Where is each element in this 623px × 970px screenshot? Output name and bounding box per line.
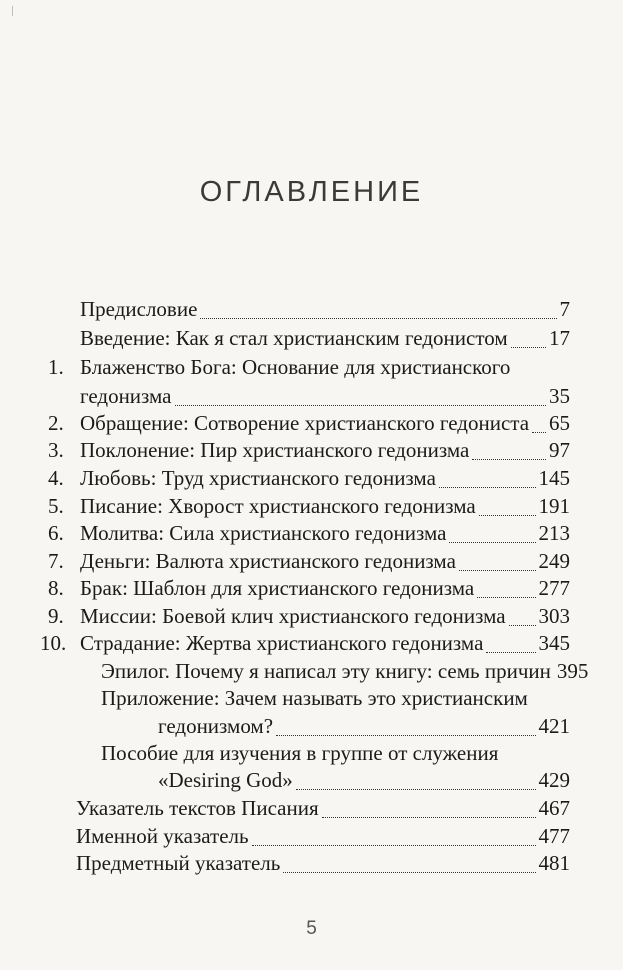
toc-entry-page: 481: [538, 851, 570, 875]
toc-entry-chapter-5[interactable]: [80, 494, 570, 522]
toc-entry-chapter-1-title[interactable]: Блаженство Бога: Основание для христианского: [80, 355, 511, 379]
toc-entry-chapter-7[interactable]: [80, 549, 570, 577]
leader-dots: [459, 570, 536, 571]
toc-entry-page: 421: [538, 714, 570, 738]
toc-entry-page: 345: [538, 631, 570, 655]
toc-entry-title: Предметный указатель: [76, 851, 281, 875]
toc-entry-chapter-8[interactable]: [80, 576, 570, 604]
leader-dots: [200, 318, 556, 319]
leader-dots: [472, 459, 546, 460]
toc-entry-epilogue[interactable]: [101, 659, 589, 687]
toc-entry-number: 1.: [48, 355, 64, 379]
toc-entry-number: 10.: [40, 631, 67, 655]
toc-entry-page: 65: [549, 411, 570, 435]
toc-entry-page: 191: [538, 494, 570, 518]
toc-entry-scripture-index[interactable]: [76, 796, 570, 824]
toc-entry-page: 467: [538, 796, 570, 820]
toc-entry-title: Миссии: Боевой клич христианского гедонизма: [80, 604, 506, 628]
leader-dots: [322, 817, 536, 818]
leader-dots: [283, 872, 535, 873]
toc-entry-page: 213: [538, 521, 570, 545]
toc-entry-chapter-1[interactable]: [80, 384, 570, 412]
leader-dots: [532, 432, 546, 433]
toc-entry-appendix-title[interactable]: Приложение: Зачем называть это христианским: [101, 686, 528, 710]
toc-entry-preface[interactable]: [80, 297, 570, 325]
toc-entry-page: 145: [538, 466, 570, 490]
toc-entry-page: 249: [538, 549, 570, 573]
leader-dots: [175, 405, 546, 406]
leader-dots: [511, 347, 546, 348]
toc-entry-subject-index[interactable]: [76, 851, 570, 879]
leader-dots: [252, 845, 536, 846]
toc-entry-title: Обращение: Сотворение христианского гедониста: [80, 411, 530, 435]
toc-entry-title: Любовь: Труд христианского гедонизма: [80, 466, 436, 490]
toc-entry-study-guide-title[interactable]: Пособие для изучения в группе от служения: [101, 741, 499, 765]
toc-entry-chapter-3[interactable]: [80, 438, 570, 466]
toc-entry-title: Деньги: Валюта христианского гедонизма: [80, 549, 456, 573]
toc-entry-page: 7: [559, 297, 570, 321]
toc-entry-appendix[interactable]: [158, 714, 570, 742]
toc-entry-page: 17: [549, 326, 570, 350]
toc-entry-chapter-2[interactable]: [80, 411, 570, 439]
leader-dots: [296, 789, 536, 790]
page-edge-mark: [12, 6, 19, 16]
toc-entry-number: 3.: [48, 438, 64, 462]
leader-dots: [276, 735, 535, 736]
toc-entry-title: Введение: Как я стал христианским гедонистом: [80, 326, 508, 350]
toc-entry-page: 395: [556, 659, 589, 683]
toc-entry-number: 9.: [48, 604, 64, 628]
toc-entry-page: 35: [549, 384, 570, 408]
toc-entry-introduction[interactable]: [80, 326, 570, 354]
toc-entry-chapter-6[interactable]: [80, 521, 570, 549]
toc-entry-page: 97: [549, 438, 570, 462]
toc-entry-number: 4.: [48, 466, 64, 490]
toc-entry-chapter-9[interactable]: [80, 604, 570, 632]
toc-entry-title: Писание: Хворост христианского гедонизма: [80, 494, 476, 518]
leader-dots: [486, 652, 535, 653]
toc-entry-title: Поклонение: Пир христианского гедонизма: [80, 438, 470, 462]
toc-entry-title-continued: «Desiring God»: [158, 768, 293, 792]
toc-entry-number: 7.: [48, 549, 64, 573]
leader-dots: [477, 597, 535, 598]
toc-entry-title: Брак: Шаблон для христианского гедонизма: [80, 576, 475, 600]
leader-dots: [509, 625, 536, 626]
toc-entry-title: Указатель текстов Писания: [76, 796, 319, 820]
leader-dots: [479, 515, 536, 516]
page-number: 5: [306, 918, 317, 939]
toc-entry-title: Эпилог. Почему я написал эту книгу: семь причин: [101, 659, 551, 683]
toc-entry-page: 303: [538, 604, 570, 628]
toc-entry-page: 277: [538, 576, 570, 600]
leader-dots: [449, 542, 535, 543]
toc-entry-page: 429: [538, 768, 570, 792]
leader-dots: [439, 487, 536, 488]
toc-entry-title-continued: гедонизма: [80, 384, 172, 408]
toc-entry-name-index[interactable]: [76, 824, 570, 852]
toc-entry-number: 2.: [48, 411, 64, 435]
toc-entry-title: Молитва: Сила христианского гедонизма: [80, 521, 447, 545]
toc-entry-study-guide[interactable]: [158, 768, 570, 796]
toc-entry-number: 6.: [48, 521, 64, 545]
toc-entry-chapter-10[interactable]: [80, 631, 570, 659]
toc-entry-page: 477: [538, 824, 570, 848]
toc-entry-title: Страдание: Жертва христианского гедонизма: [80, 631, 484, 655]
toc-entry-title: Именной указатель: [76, 824, 249, 848]
toc-entry-title-continued: гедонизмом?: [158, 714, 274, 738]
toc-entry-title: Предисловие: [80, 297, 198, 321]
toc-heading: ОГЛАВЛЕНИЕ: [199, 176, 424, 208]
toc-entry-chapter-4[interactable]: [80, 466, 570, 494]
toc-entry-number: 8.: [48, 576, 64, 600]
toc-entry-number: 5.: [48, 494, 64, 518]
